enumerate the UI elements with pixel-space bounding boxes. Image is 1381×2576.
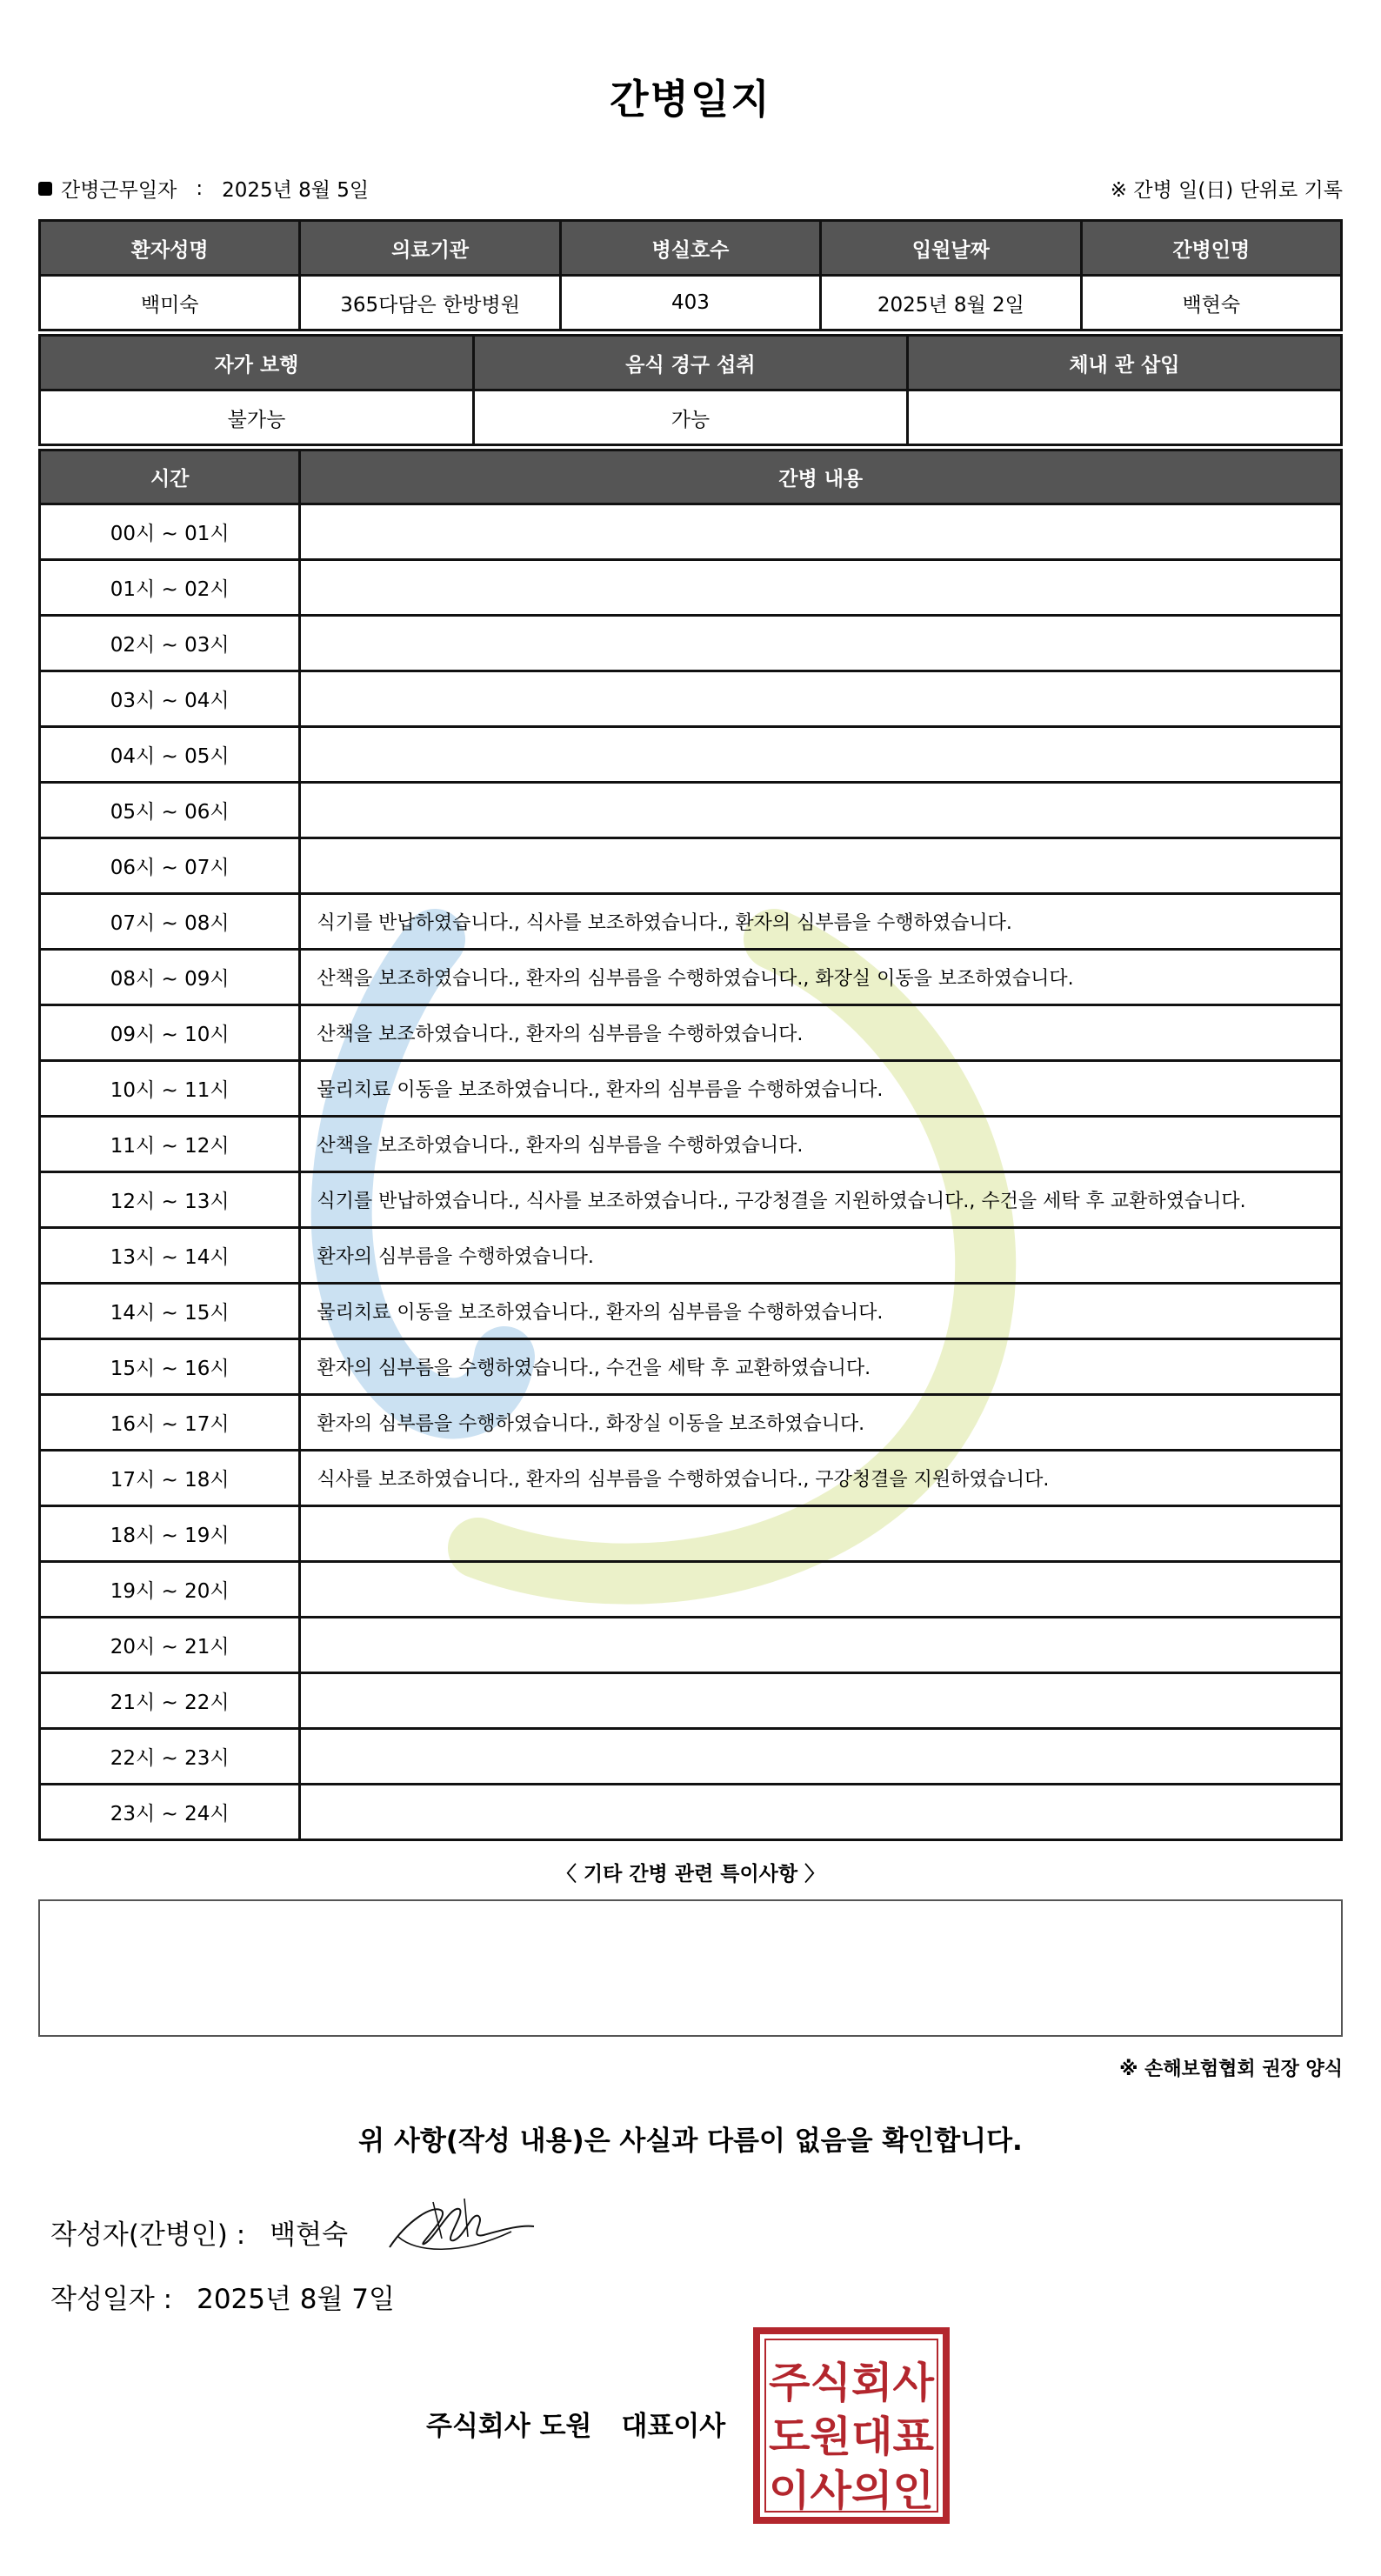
header-patient-name: 환자성명	[40, 221, 300, 276]
signature-icon	[381, 2186, 537, 2265]
log-row	[40, 1395, 1342, 1451]
log-content: 물리치료 이동을 보조하였습니다., 환자의 심부름을 수행하였습니다.	[300, 1284, 1342, 1339]
log-row	[40, 560, 1342, 616]
work-date-value: 2025년 8월 5일	[222, 179, 370, 202]
patient-name-value: 백미숙	[40, 276, 300, 330]
log-content	[300, 1562, 1342, 1618]
log-content	[300, 560, 1342, 616]
svg-text:주식회사: 주식회사	[769, 2359, 935, 2407]
log-content	[300, 671, 1342, 727]
writer-line	[50, 2212, 348, 2252]
company-line	[426, 2404, 725, 2443]
written-date-line	[50, 2277, 395, 2316]
work-date-line	[38, 174, 369, 203]
log-row	[40, 950, 1342, 1005]
header-caregiver-name: 간병인명	[1081, 221, 1341, 276]
log-content	[300, 1506, 1342, 1562]
remarks-title: 〈 기타 간병 관련 특이사항 〉	[556, 1863, 825, 1885]
log-row	[40, 783, 1342, 838]
log-row	[40, 1172, 1342, 1228]
header-oral-intake: 음식 경구 섭취	[473, 336, 907, 390]
log-content: 식사를 보조하였습니다., 환자의 심부름을 수행하였습니다., 구강청결을 지원하였습니다.	[300, 1451, 1342, 1506]
log-row	[40, 616, 1342, 671]
header-hospital: 의료기관	[300, 221, 560, 276]
patient-status-table	[38, 334, 1343, 446]
log-time: 18시 ~ 19시	[40, 1506, 300, 1562]
caregiver-name-value: 백현숙	[1081, 276, 1341, 330]
log-time: 04시 ~ 05시	[40, 727, 300, 783]
log-time: 07시 ~ 08시	[40, 894, 300, 950]
log-content	[300, 1618, 1342, 1673]
log-time: 20시 ~ 21시	[40, 1618, 300, 1673]
header-time: 시간	[40, 450, 300, 504]
log-content	[300, 783, 1342, 838]
log-content: 물리치료 이동을 보조하였습니다., 환자의 심부름을 수행하였습니다.	[300, 1061, 1342, 1117]
log-time: 00시 ~ 01시	[40, 504, 300, 560]
log-content	[300, 727, 1342, 783]
log-row	[40, 1673, 1342, 1729]
written-date-label: 작성일자 :	[50, 2284, 173, 2315]
log-row	[40, 1562, 1342, 1618]
log-time: 09시 ~ 10시	[40, 1005, 300, 1061]
log-time: 22시 ~ 23시	[40, 1729, 300, 1785]
bullet-square-icon	[38, 182, 52, 196]
header-admission-date: 입원날짜	[821, 221, 1081, 276]
log-row	[40, 1729, 1342, 1785]
log-time: 01시 ~ 02시	[40, 560, 300, 616]
log-time: 14시 ~ 15시	[40, 1284, 300, 1339]
tube-insertion-value	[907, 390, 1341, 445]
log-row	[40, 1228, 1342, 1284]
log-time: 06시 ~ 07시	[40, 838, 300, 894]
written-date-value: 2025년 8월 7일	[197, 2284, 395, 2315]
company-role: 대표이사	[621, 2411, 726, 2442]
log-content: 환자의 심부름을 수행하였습니다.	[300, 1228, 1342, 1284]
header-self-walking: 자가 보행	[40, 336, 474, 390]
hourly-care-log-table	[38, 449, 1343, 1841]
admission-date-value: 2025년 8월 2일	[821, 276, 1081, 330]
page-title: 간병일지	[610, 76, 771, 123]
svg-text:이사의인: 이사의인	[769, 2466, 934, 2515]
remarks-box	[38, 1899, 1343, 2037]
log-time: 08시 ~ 09시	[40, 950, 300, 1005]
log-time: 02시 ~ 03시	[40, 616, 300, 671]
log-content: 식기를 반납하였습니다., 식사를 보조하였습니다., 구강청결을 지원하였습니다., 수건을 세탁 후 교환하였습니다.	[300, 1172, 1342, 1228]
writer-label: 작성자(간병인) :	[50, 2219, 246, 2251]
header-care-content: 간병 내용	[300, 450, 1342, 504]
log-row	[40, 1618, 1342, 1673]
log-content: 산책을 보조하였습니다., 환자의 심부름을 수행하였습니다.	[300, 1117, 1342, 1172]
log-content	[300, 504, 1342, 560]
log-content	[300, 1729, 1342, 1785]
log-time: 05시 ~ 06시	[40, 783, 300, 838]
log-content: 환자의 심부름을 수행하였습니다., 화장실 이동을 보조하였습니다.	[300, 1395, 1342, 1451]
room-number-value: 403	[560, 276, 820, 330]
header-tube-insertion: 체내 관 삽입	[907, 336, 1341, 390]
log-row	[40, 1117, 1342, 1172]
log-time: 12시 ~ 13시	[40, 1172, 300, 1228]
log-row	[40, 504, 1342, 560]
log-content	[300, 616, 1342, 671]
log-time: 10시 ~ 11시	[40, 1061, 300, 1117]
log-time: 21시 ~ 22시	[40, 1673, 300, 1729]
log-time: 15시 ~ 16시	[40, 1339, 300, 1395]
log-row	[40, 1451, 1342, 1506]
work-date-label: 간병근무일자	[61, 179, 177, 202]
log-row	[40, 894, 1342, 950]
work-date-separator: :	[196, 177, 203, 200]
hospital-value: 365다담은 한방병원	[300, 276, 560, 330]
self-walking-value: 불가능	[40, 390, 474, 445]
log-row	[40, 727, 1342, 783]
header-room-number: 병실호수	[560, 221, 820, 276]
log-time: 11시 ~ 12시	[40, 1117, 300, 1172]
log-row	[40, 1339, 1342, 1395]
log-content	[300, 1785, 1342, 1840]
confirmation-statement: 위 사항(작성 내용)은 사실과 다름이 없음을 확인합니다.	[358, 2126, 1023, 2157]
company-name: 주식회사 도원	[426, 2411, 592, 2442]
oral-intake-value: 가능	[473, 390, 907, 445]
log-content	[300, 838, 1342, 894]
log-row	[40, 1005, 1342, 1061]
log-content: 산책을 보조하였습니다., 환자의 심부름을 수행하였습니다., 화장실 이동을 보조하였습니다.	[300, 950, 1342, 1005]
log-time: 19시 ~ 20시	[40, 1562, 300, 1618]
log-row	[40, 838, 1342, 894]
form-note: ※ 손해보험협회 권장 양식	[1119, 2059, 1343, 2080]
log-row	[40, 1284, 1342, 1339]
log-row	[40, 1061, 1342, 1117]
log-content: 환자의 심부름을 수행하였습니다., 수건을 세탁 후 교환하였습니다.	[300, 1339, 1342, 1395]
log-row	[40, 1506, 1342, 1562]
log-content: 산책을 보조하였습니다., 환자의 심부름을 수행하였습니다.	[300, 1005, 1342, 1061]
patient-info-table	[38, 219, 1343, 331]
log-time: 17시 ~ 18시	[40, 1451, 300, 1506]
svg-text:도원대표: 도원대표	[769, 2412, 935, 2461]
log-time: 13시 ~ 14시	[40, 1228, 300, 1284]
writer-name: 백현숙	[270, 2219, 349, 2251]
log-time: 23시 ~ 24시	[40, 1785, 300, 1840]
log-time: 03시 ~ 04시	[40, 671, 300, 727]
log-time: 16시 ~ 17시	[40, 1395, 300, 1451]
log-rows	[40, 504, 1342, 1840]
company-seal-icon	[753, 2327, 950, 2524]
log-content: 식기를 반납하였습니다., 식사를 보조하였습니다., 환자의 심부름을 수행하였습니다.	[300, 894, 1342, 950]
log-row	[40, 1785, 1342, 1840]
log-content	[300, 1673, 1342, 1729]
unit-note: ※ 간병 일(日) 단위로 기록	[1110, 179, 1343, 202]
log-row	[40, 671, 1342, 727]
